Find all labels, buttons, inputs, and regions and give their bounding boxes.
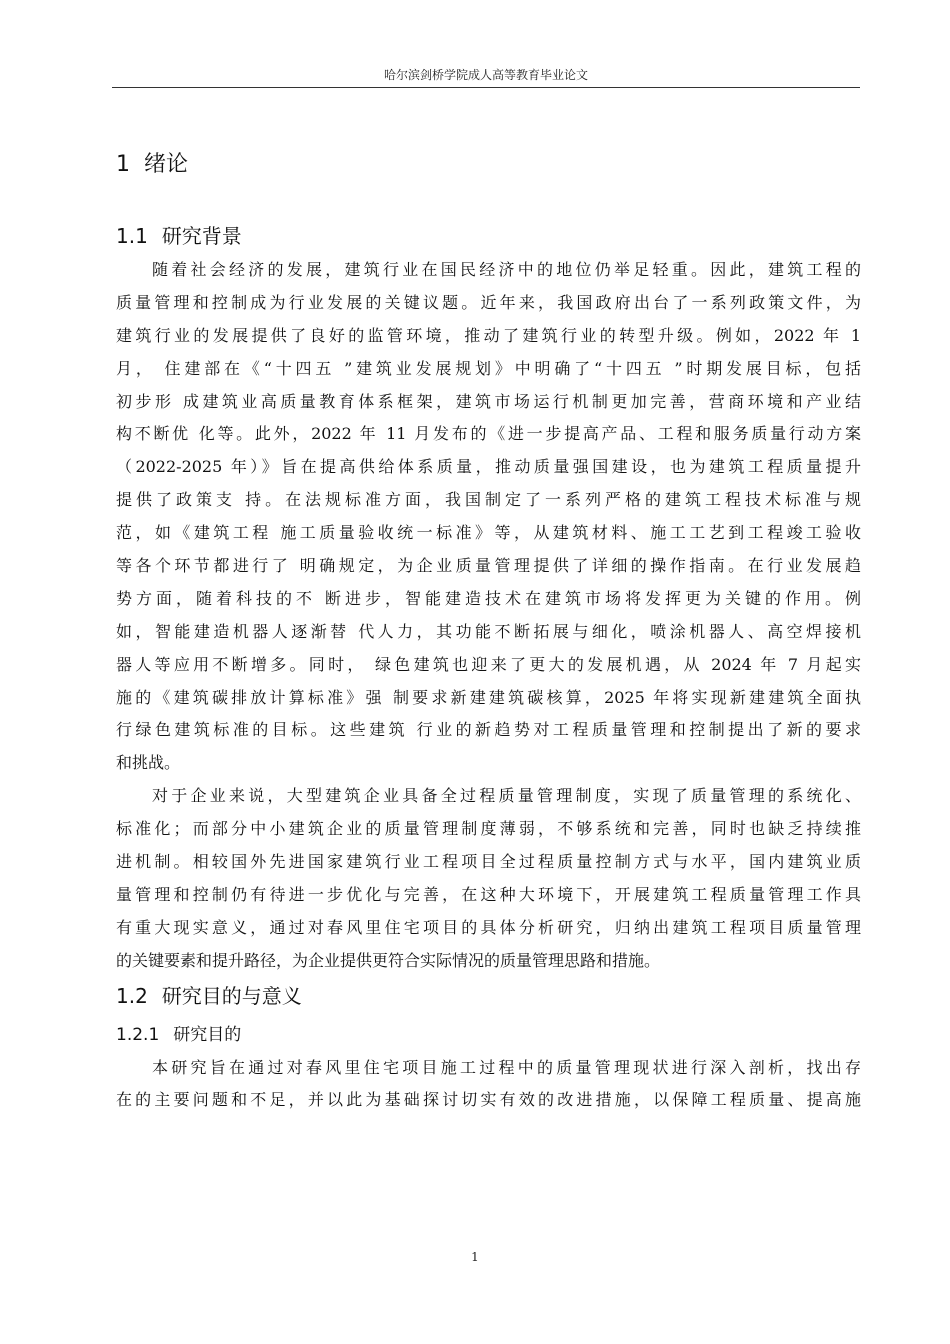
section-number: 1.2 xyxy=(116,983,148,1008)
text-line: 随着社会经济的发展，建筑行业在国民经济中的地位仍举足轻重。因此，建筑工程的 xyxy=(152,260,861,279)
text-line: 建筑行业的发展提供了良好的监管环境，推动了建筑行业的转型升级。例如，2022 年 1 xyxy=(116,325,861,345)
text-line: 器人等应用不断增多。同时， 绿色建筑也迎来了更大的发展机遇，从 2024 年 7 月起实 xyxy=(116,654,861,674)
document-body xyxy=(116,146,861,1117)
text-line: 构不断优 化等。此外，2022 年 11 月发布的《进一步提高产品、工程和服务质量行动方案 xyxy=(116,424,861,444)
subsection-title: 研究目的 xyxy=(173,1024,242,1045)
section-number: 1.1 xyxy=(116,224,148,248)
text-line: 范，如《建筑工程 施工质量验收统一标准》等，从建筑材料、施工工艺到工程竣工验收 xyxy=(116,523,861,543)
text-line: 势方面，随着科技的不 断进步，智能建造技术在建筑市场将发挥更为关键的作用。例 xyxy=(116,588,861,608)
text-line: 等各个环节都进行了 明确规定，为企业质量管理提供了详细的操作指南。在行业发展趋 xyxy=(116,556,861,576)
text-line: 施的《建筑碳排放计算标准》强 制要求新建建筑碳核算，2025 年将实现新建建筑全面执 xyxy=(116,687,861,707)
chapter-title: 绪论 xyxy=(144,152,189,177)
text-line: 进机制。相较国外先进国家建筑行业工程项目全过程质量控制方式与水平，国内建筑业质 xyxy=(116,852,861,872)
text-line: 和挑战。 xyxy=(116,753,181,773)
header-divider xyxy=(112,87,860,88)
text-line: 有重大现实意义，通过对春风里住宅项目的具体分析研究，归纳出建筑工程项目质量管理 xyxy=(116,917,861,937)
background-paragraph-1 xyxy=(116,254,861,780)
section-title: 研究目的与意义 xyxy=(161,983,302,1008)
text-line: 提供了政策支 持。在法规标准方面，我国制定了一系列严格的建筑工程技术标准与规 xyxy=(116,490,861,510)
chapter-heading xyxy=(116,146,861,184)
text-line: 本研究旨在通过对春风里住宅项目施工过程中的质量管理现状进行深入剖析，找出存 xyxy=(152,1057,861,1077)
background-paragraph-2 xyxy=(116,780,861,977)
purpose-paragraph xyxy=(116,1052,861,1118)
section-heading-purpose-significance xyxy=(116,978,861,1014)
page-number: 1 xyxy=(471,1250,479,1264)
text-line: 标准化；而部分中小建筑企业的质量管理制度薄弱，不够系统和完善，同时也缺乏持续推 xyxy=(116,819,861,839)
text-line: （2022-2025 年）》旨在提高供给体系质量，推动质量强国建设，也为建筑工程质量提升 xyxy=(116,457,861,477)
text-line: 行绿色建筑标准的目标。这些建筑 行业的新趋势对工程质量管理和控制提出了新的要求 xyxy=(116,720,861,740)
subsection-number: 1.2.1 xyxy=(116,1024,160,1045)
text-line: 如，智能建造机器人逐渐替 代人力，其功能不断拓展与细化，喷涂机器人、高空焊接机 xyxy=(116,621,861,641)
running-header: 哈尔滨剑桥学院成人高等教育毕业论文 xyxy=(383,68,588,82)
text-line: 对于企业来说，大型建筑企业具备全过程质量管理制度，实现了质量管理的系统化、 xyxy=(152,786,861,806)
subsection-heading-purpose xyxy=(116,1018,861,1052)
text-line: 初步形 成建筑业高质量教育体系框架，建筑市场运行机制更加完善，营商环境和产业结 xyxy=(116,391,861,411)
text-line: 月， 住建部在《“十四五 ”建筑业发展规划》中明确了“十四五 ”时期发展目标，包括 xyxy=(116,358,861,378)
section-heading-background xyxy=(116,218,861,254)
text-line: 的关键要素和提升路径，为企业提供更符合实际情况的质量管理思路和措施。 xyxy=(116,950,661,970)
text-line: 量管理和控制仍有待进一步优化与完善，在这种大环境下，开展建筑工程质量管理工作具 xyxy=(116,884,861,904)
text-line: 在的主要问题和不足，并以此为基础探讨切实有效的改进措施，以保障工程质量、提高施 xyxy=(116,1090,861,1110)
section-title: 研究背景 xyxy=(161,224,242,248)
text-line: 质量管理和控制成为行业发展的关键议题。近年来，我国政府出台了一系列政策文件，为 xyxy=(116,292,861,312)
chapter-number: 1 xyxy=(116,152,130,177)
